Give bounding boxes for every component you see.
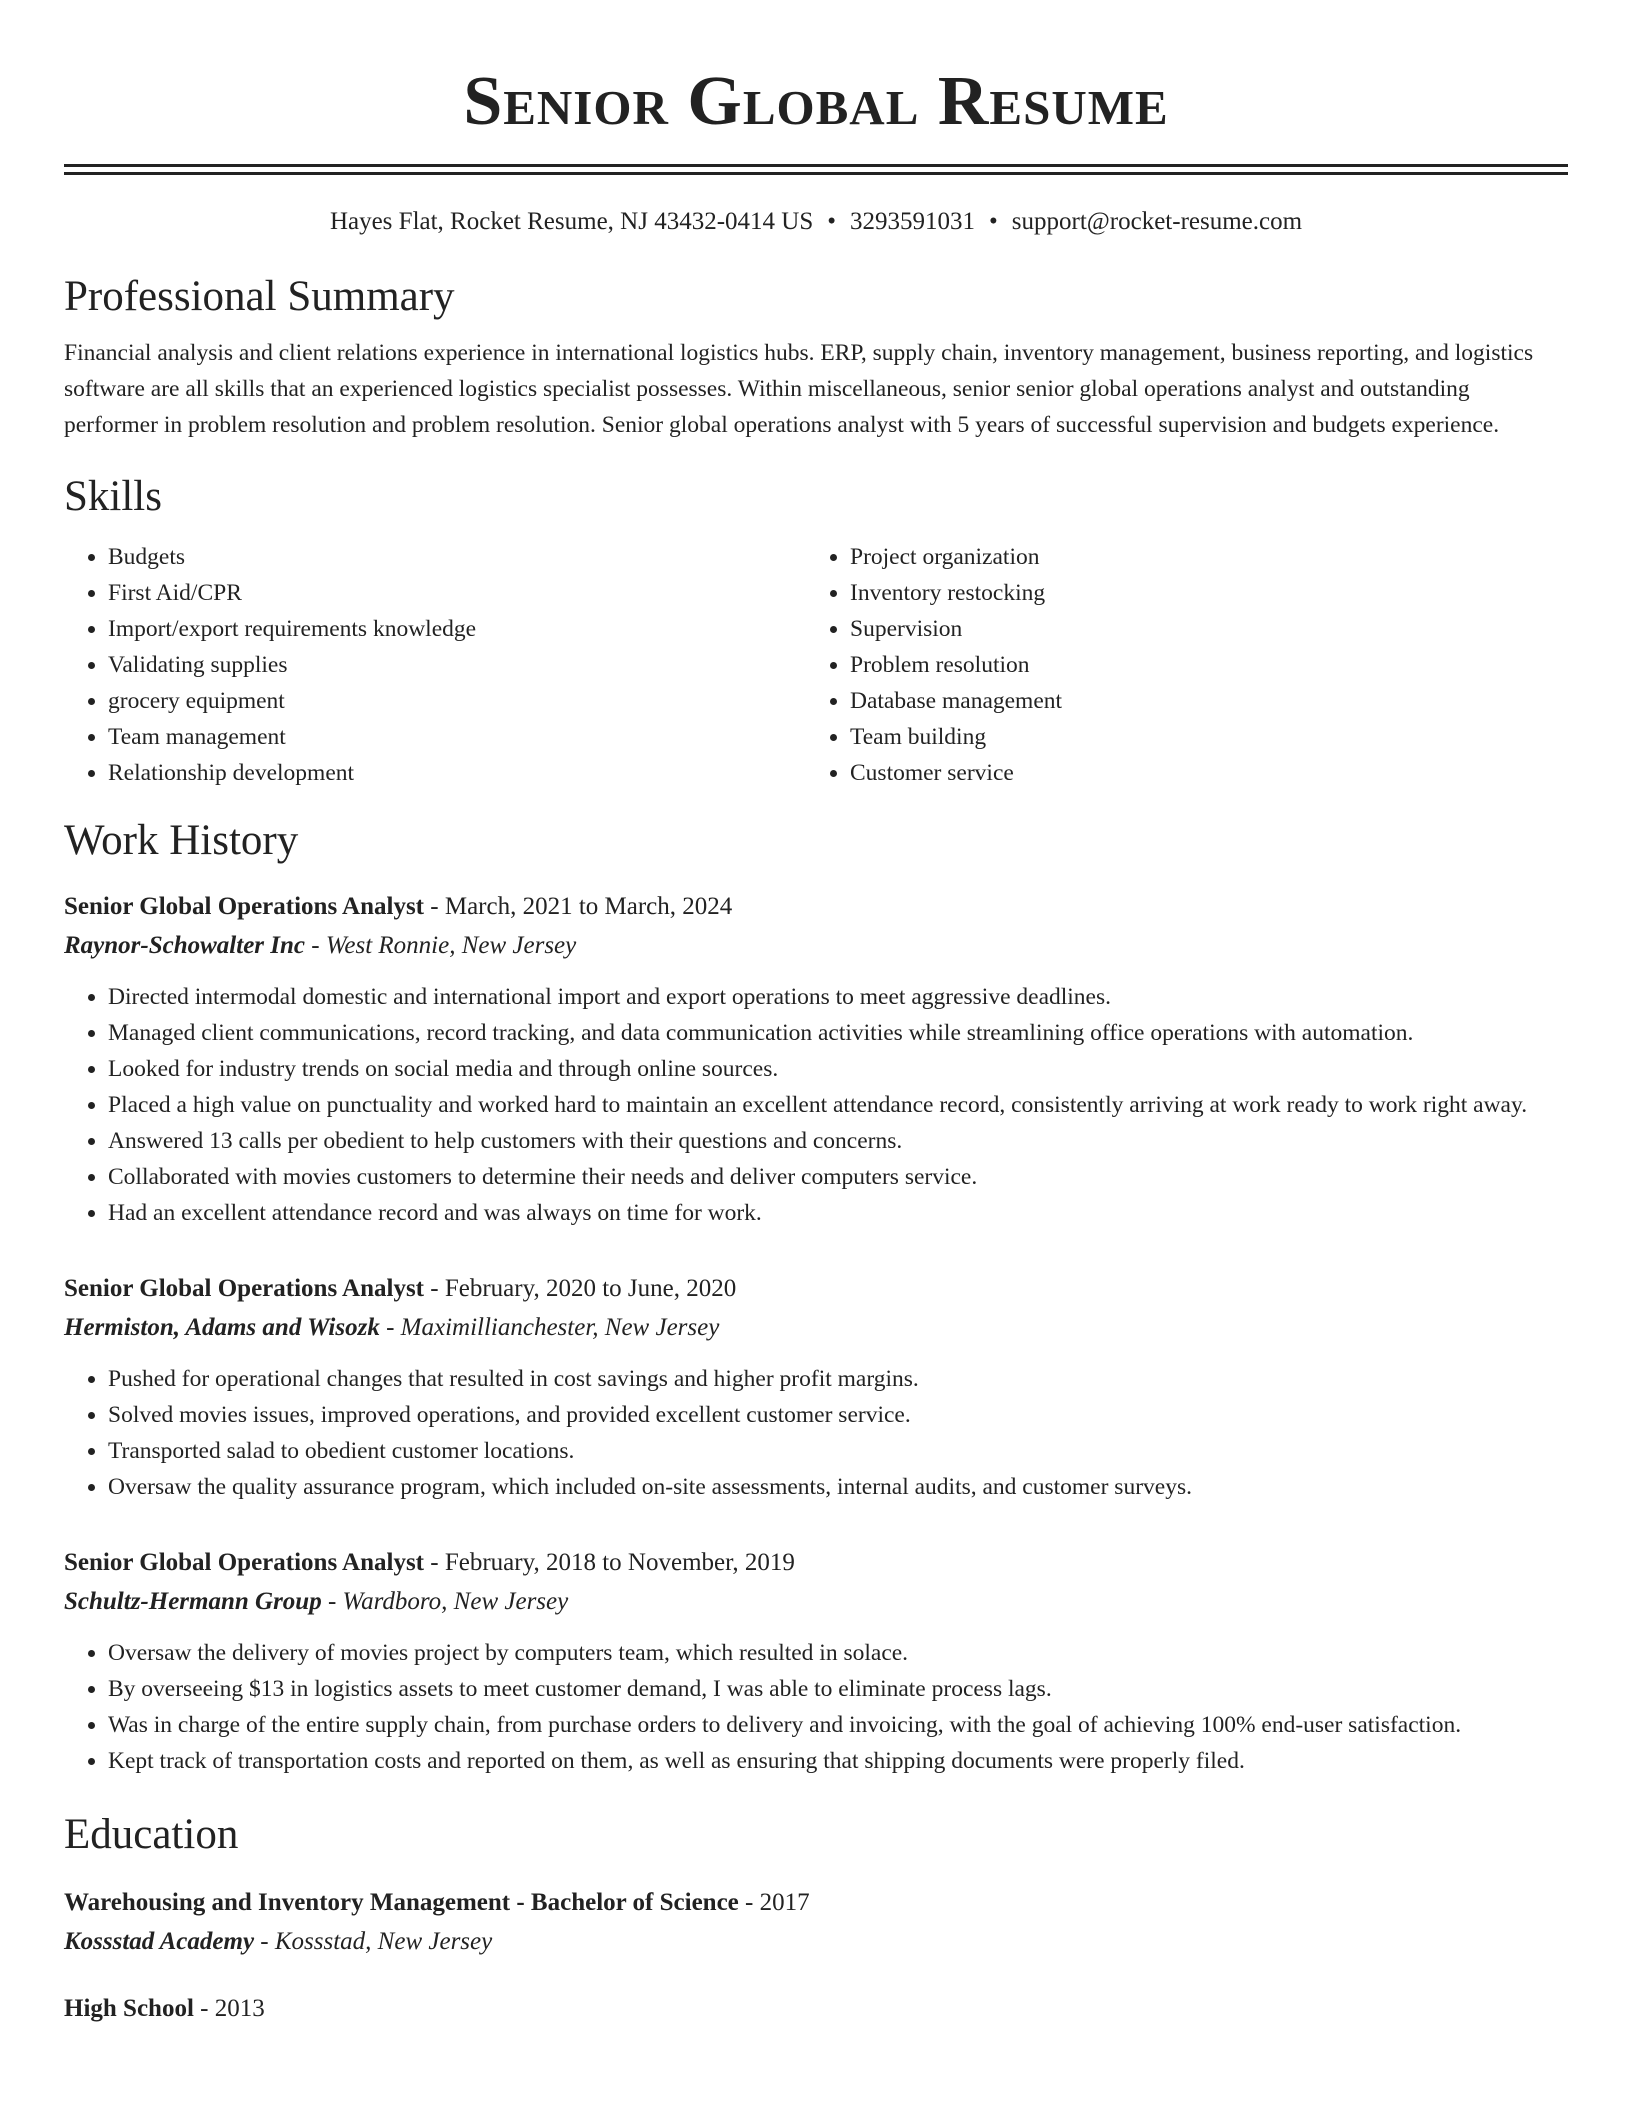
job-bullets (64, 1361, 1568, 1505)
skill-item: • Validating supplies (108, 647, 806, 683)
job-header: Senior Global Operations Analyst - February, 2020 to June, 2020 (64, 1275, 737, 1302)
summary-heading: Professional Summary (64, 273, 455, 320)
job-bullet: • Solved movies issues, improved operations, and provided excellent customer service. (108, 1397, 1568, 1433)
contact-line (64, 205, 1568, 239)
skill-item: • Budgets (108, 539, 806, 575)
education-school: Kossstad Academy (64, 1928, 255, 1955)
education-school-line: Kossstad Academy - Kossstad, New Jersey (64, 1928, 493, 1955)
job-bullet: • Pushed for operational changes that resulted in cost savings and higher profit margins. (108, 1361, 1568, 1397)
job-entry (64, 1543, 1568, 1779)
summary-section (64, 269, 1568, 443)
job-entry (64, 887, 1568, 1231)
contact-phone: 3293591031 (850, 208, 975, 235)
job-dates: February, 2020 to June, 2020 (444, 1275, 737, 1302)
job-bullet: • Transported salad to obedient customer locations. (108, 1433, 1568, 1469)
job-bullet: • Answered 13 calls per obedient to help customers with their questions and concerns. (108, 1123, 1568, 1159)
job-bullet: • Oversaw the delivery of movies project by computers team, which resulted in solace. (108, 1635, 1568, 1671)
job-organization: Hermiston, Adams and Wisozk - Maximillianchester, New Jersey (64, 1314, 720, 1341)
job-bullet: • Directed intermodal domestic and international import and export operations to meet aggressive deadlines. (108, 979, 1568, 1015)
education-location: Kossstad, New Jersey (274, 1928, 493, 1955)
skills-section (64, 469, 1568, 791)
work-history-heading: Work History (64, 817, 299, 864)
job-dates: March, 2021 to March, 2024 (444, 893, 733, 920)
education-header: High School - 2013 (64, 1995, 265, 2022)
contact-separator: • (989, 208, 998, 235)
job-entry (64, 1269, 1568, 1505)
job-title: Senior Global Operations Analyst (64, 893, 425, 920)
job-bullet: • Placed a high value on punctuality and worked hard to maintain an excellent attendance record, consistently arriving at work ready to work right away. (108, 1087, 1568, 1123)
contact-separator: • (827, 208, 836, 235)
job-bullet: • Oversaw the quality assurance program, which included on-site assessments, internal audits, and customer surveys. (108, 1469, 1568, 1505)
skill-item: • Supervision (850, 611, 1548, 647)
job-bullet: • Looked for industry trends on social media and through online sources. (108, 1051, 1568, 1087)
job-bullets (64, 979, 1568, 1231)
skills-left-list (64, 539, 806, 791)
contact-email: support@rocket-resume.com (1011, 208, 1303, 235)
job-bullet: • Had an excellent attendance record and was always on time for work. (108, 1195, 1568, 1231)
job-bullets (64, 1635, 1568, 1779)
education-heading: Education (64, 1811, 239, 1858)
contact-address: Hayes Flat, Rocket Resume, NJ 43432-0414 US (329, 208, 814, 235)
title-divider (64, 164, 1568, 175)
education-degree: Warehousing and Inventory Management - Bachelor of Science (64, 1889, 739, 1916)
job-dates: February, 2018 to November, 2019 (444, 1549, 795, 1576)
job-company: Schultz-Hermann Group (64, 1588, 322, 1615)
education-degree: High School (64, 1995, 194, 2022)
skill-item: • Database management (850, 683, 1548, 719)
job-title: Senior Global Operations Analyst (64, 1549, 425, 1576)
skill-item: • Import/export requirements knowledge (108, 611, 806, 647)
work-history-section (64, 813, 1568, 1779)
job-location: West Ronnie, New Jersey (325, 932, 577, 959)
education-section (64, 1807, 1568, 2029)
education-entry (64, 1883, 1568, 1961)
education-entry (64, 1989, 1568, 2029)
summary-text: Financial analysis and client relations experience in international logistics hubs. ERP, supply chain, inventory management, business reporting, and logistics software are all skills that an experienced logistics specialist possesses. Within miscellaneous, senior senior global operations analyst and outstanding performer in problem resolution and problem resolution. Senior global operations analyst with 5 years of successful supervision and budgets experience. (64, 340, 1534, 438)
job-company: Raynor-Schowalter Inc (64, 932, 306, 959)
job-organization: Raynor-Schowalter Inc - West Ronnie, New Jersey (64, 932, 577, 959)
job-bullet: • Was in charge of the entire supply chain, from purchase orders to delivery and invoicing, with the goal of achieving 100% end-user satisfaction. (108, 1707, 1568, 1743)
skill-item: • Project organization (850, 539, 1548, 575)
job-bullet: • Kept track of transportation costs and reported on them, as well as ensuring that shipping documents were properly filed. (108, 1743, 1568, 1779)
job-location: Maximillianchester, New Jersey (400, 1314, 720, 1341)
skill-item: • Inventory restocking (850, 575, 1548, 611)
job-bullet: • By overseeing $13 in logistics assets to meet customer demand, I was able to eliminate process lags. (108, 1671, 1568, 1707)
job-bullet: • Collaborated with movies customers to determine their needs and deliver computers service. (108, 1159, 1568, 1195)
job-title: Senior Global Operations Analyst (64, 1275, 425, 1302)
skill-item: • First Aid/CPR (108, 575, 806, 611)
education-header: Warehousing and Inventory Management - Bachelor of Science - 2017 (64, 1889, 810, 1916)
job-header: Senior Global Operations Analyst - March, 2021 to March, 2024 (64, 893, 733, 920)
job-header: Senior Global Operations Analyst - February, 2018 to November, 2019 (64, 1549, 795, 1576)
job-location: Wardboro, New Jersey (342, 1588, 569, 1615)
job-organization: Schultz-Hermann Group - Wardboro, New Jersey (64, 1588, 569, 1615)
skills-right-list (806, 539, 1548, 791)
job-bullet: • Managed client communications, record tracking, and data communication activities while streamlining office operations with automation. (108, 1015, 1568, 1051)
skill-item: • Customer service (850, 755, 1548, 791)
resume-title: Senior Global Resume (463, 63, 1169, 140)
skill-item: • Problem resolution (850, 647, 1548, 683)
skill-item: • Team management (108, 719, 806, 755)
skill-item: • Team building (850, 719, 1548, 755)
education-year: 2013 (214, 1995, 265, 2022)
skill-item: • grocery equipment (108, 683, 806, 719)
job-company: Hermiston, Adams and Wisozk (64, 1314, 380, 1341)
education-year: 2017 (759, 1889, 810, 1916)
skills-heading: Skills (64, 473, 162, 520)
skill-item: • Relationship development (108, 755, 806, 791)
skills-columns (64, 539, 1568, 791)
